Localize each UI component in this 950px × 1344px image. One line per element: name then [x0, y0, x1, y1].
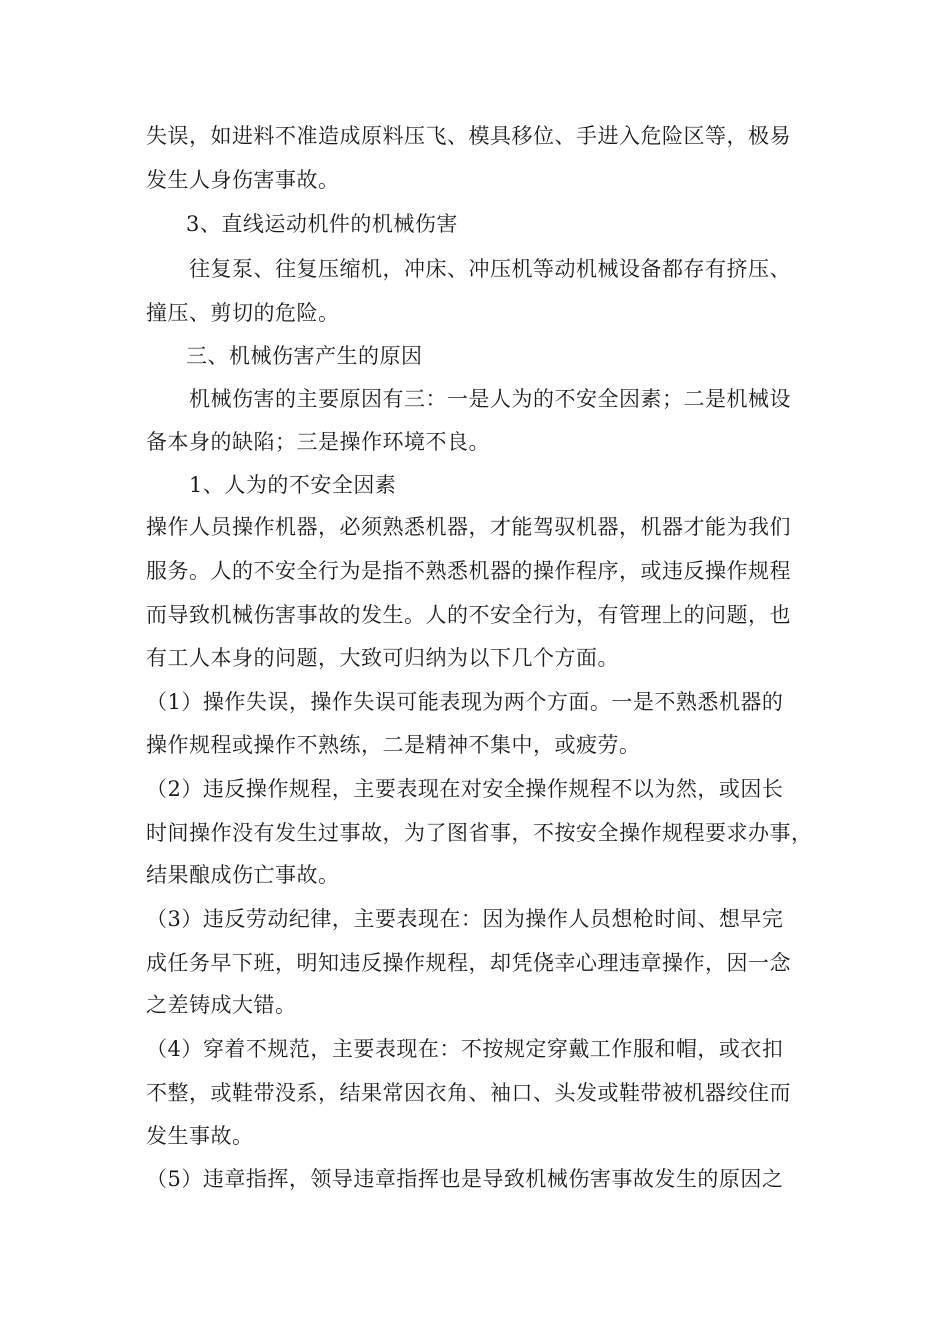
- text-line: 而导致机械伤害事故的发生。人的不安全行为，有管理上的问题，也: [146, 603, 791, 627]
- text-line: 之差铸成大错。: [146, 993, 297, 1017]
- text-line: 撞压、剪切的危险。: [146, 301, 340, 325]
- text-line: 发生事故。: [146, 1124, 254, 1148]
- text-line: 结果酿成伤亡事故。: [146, 863, 340, 887]
- text-line: 操作规程或操作不熟练，二是精神不集中，或疲劳。: [146, 733, 641, 757]
- text-line: 机械伤害的主要原因有三：一是人为的不安全因素；二是机械设: [189, 387, 791, 411]
- text-line: 不整，或鞋带没系，结果常因衣角、袖口、头发或鞋带被机器绞住而: [146, 1081, 791, 1105]
- text-line: 操作人员操作机器，必须熟悉机器，才能驾驭机器，机器才能为我们: [146, 515, 791, 539]
- text-line: 失误，如进料不准造成原料压飞、模具移位、手进入危险区等，极易: [146, 124, 791, 148]
- section-heading: 3、直线运动机件的机械伤害: [186, 212, 458, 236]
- text-line: 往复泵、往复压缩机，冲床、冲压机等动机械设备都存有挤压、: [189, 257, 791, 281]
- list-item: （5）违章指挥，领导违章指挥也是导致机械伤害事故发生的原因之: [146, 1167, 784, 1191]
- section-heading: 三、机械伤害产生的原因: [186, 344, 423, 368]
- list-item: （3）违反劳动纪律，主要表现在：因为操作人员想枪时间、想早完: [146, 907, 784, 931]
- text-line: 备本身的缺陷；三是操作环境不良。: [146, 430, 490, 454]
- text-line: 时间操作没有发生过事故，为了图省事，不按安全操作规程要求办事，: [146, 821, 813, 845]
- list-item: （2）违反操作规程，主要表现在对安全操作规程不以为然，或因长: [146, 777, 784, 801]
- list-item: （1）操作失误，操作失误可能表现为两个方面。一是不熟悉机器的: [146, 690, 784, 714]
- text-line: 发生人身伤害事故。: [146, 168, 340, 192]
- text-line: 成任务早下班，明知违反操作规程，却凭侥幸心理违章操作，因一念: [146, 951, 791, 975]
- section-heading: 1、人为的不安全因素: [189, 473, 397, 497]
- list-item: （4）穿着不规范，主要表现在：不按规定穿戴工作服和帽，或衣扣: [146, 1037, 784, 1061]
- text-line: 有工人本身的问题，大致可归纳为以下几个方面。: [146, 646, 619, 670]
- text-line: 服务。人的不安全行为是指不熟悉机器的操作程序，或违反操作规程: [146, 559, 791, 583]
